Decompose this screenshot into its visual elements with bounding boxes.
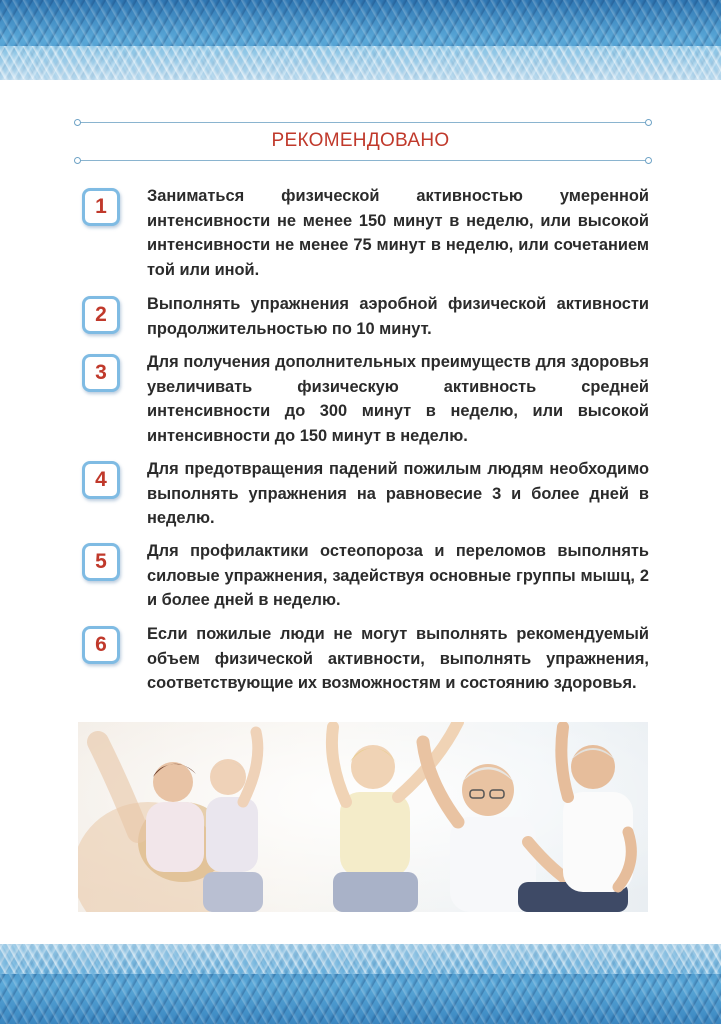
number-badge: 4 xyxy=(82,461,120,499)
seniors-exercising-illustration xyxy=(78,722,648,912)
recommendation-text: Заниматься физической активностью умеренной интенсивности не менее 150 минут в неделю, или высокой интенсивности не менее 75 минут в неделю, или сочетанием той или иной. xyxy=(147,187,649,279)
number-badge: 6 xyxy=(82,626,120,664)
knit-pattern-bottom-border xyxy=(0,944,721,1024)
recommendation-text: Выполнять упражнения аэробной физической активности продолжительностью по 10 минут. xyxy=(147,295,649,338)
heading-rule-top xyxy=(78,122,648,123)
recommendation-text: Для профилактики остеопороза и переломов выполнять силовые упражнения, задействуя основные группы мышц, 2 и более дней в неделю. xyxy=(147,542,649,609)
knit-pattern-top-border xyxy=(0,0,721,80)
heading-rule-bottom xyxy=(78,160,648,161)
exercise-class-photo xyxy=(78,722,648,912)
page-heading: РЕКОМЕНДОВАНО xyxy=(271,130,450,151)
number-badge: 5 xyxy=(82,543,120,581)
recommendation-text: Для получения дополнительных преимуществ для здоровья увеличивать физическую активность средней интенсивности до 300 минут в неделю, или высокой интенсивности до 150 минут в неделю. xyxy=(147,353,649,445)
recommendation-text: Если пожилые люди не могут выполнять рекомендуемый объем физической активности, выполнять упражнения, соответствующие их возможностям и состоянию здоровья. xyxy=(147,625,649,692)
recommendation-text: Для предотвращения падений пожилым людям необходимо выполнять упражнения на равновесие 3 и более дней в неделю. xyxy=(147,460,649,527)
number-badge: 2 xyxy=(82,296,120,334)
number-badge: 1 xyxy=(82,188,120,226)
number-badge: 3 xyxy=(82,354,120,392)
